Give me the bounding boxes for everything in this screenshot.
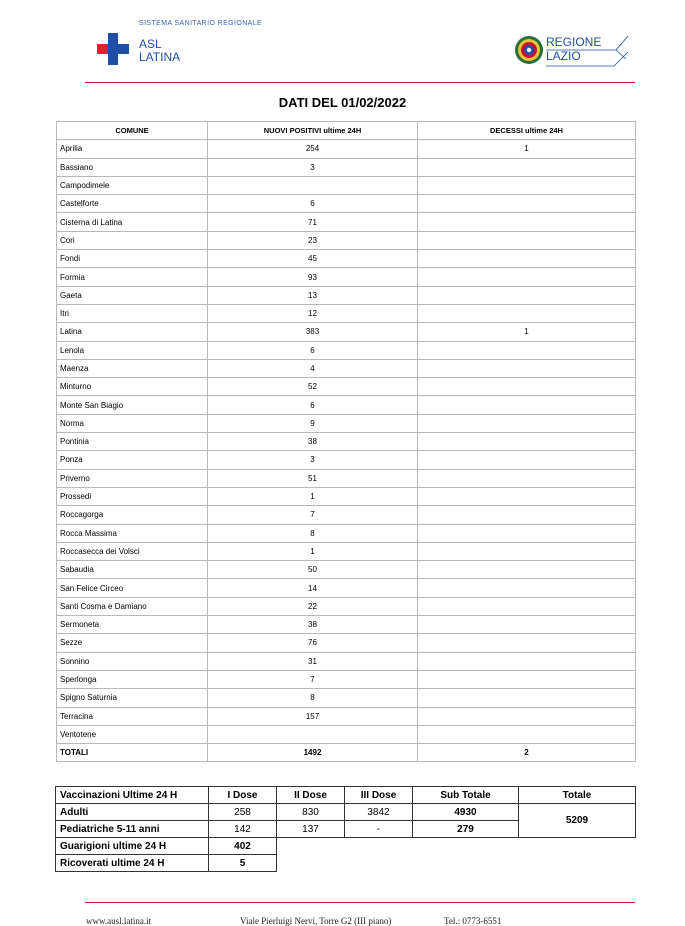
decessi-cell [418, 451, 636, 469]
table-row [57, 597, 636, 615]
table-row [57, 195, 636, 213]
decessi-cell [418, 634, 636, 652]
comune-cell: Aprilia [57, 140, 208, 158]
decessi-cell: 1 [418, 140, 636, 158]
vacc-pediatriche-dose2: 137 [277, 821, 345, 838]
table-row [57, 542, 636, 560]
footer-divider [85, 902, 635, 903]
vacc-row-guarigioni [56, 838, 636, 855]
vacc-header-subtotale: Sub Totale [413, 787, 519, 804]
decessi-cell [418, 359, 636, 377]
table-row [57, 670, 636, 688]
nuovi-positivi-cell: 6 [208, 341, 418, 359]
comune-cell: San Felice Circeo [57, 579, 208, 597]
decessi-cell [418, 561, 636, 579]
table-row [57, 689, 636, 707]
vacc-adulti-dose2: 830 [277, 804, 345, 821]
comune-cell: Minturno [57, 378, 208, 396]
comune-cell: Ventotene [57, 725, 208, 743]
vaccination-table [55, 786, 636, 872]
decessi-cell [418, 506, 636, 524]
nuovi-positivi-cell: 3 [208, 451, 418, 469]
comune-cell: Cisterna di Latina [57, 213, 208, 231]
comune-cell: Latina [57, 323, 208, 341]
asl-name-line2: LATINA [139, 50, 181, 64]
vacc-header-label: Vaccinazioni Ultime 24 H [56, 787, 209, 804]
footer-phone: Tel.: 0773-6551 [444, 916, 502, 926]
vacc-row-adulti [56, 804, 636, 821]
table-row [57, 359, 636, 377]
decessi-cell [418, 689, 636, 707]
totals-label: TOTALI [57, 744, 208, 762]
comune-cell: Sabaudia [57, 561, 208, 579]
nuovi-positivi-cell: 8 [208, 689, 418, 707]
table-row [57, 176, 636, 194]
comune-cell: Lenola [57, 341, 208, 359]
comune-cell: Fondi [57, 250, 208, 268]
comune-cell: Roccagorga [57, 506, 208, 524]
nuovi-positivi-cell: 1 [208, 542, 418, 560]
decessi-cell [418, 378, 636, 396]
nuovi-positivi-cell: 9 [208, 414, 418, 432]
comune-cell: Bassiano [57, 158, 208, 176]
ricoverati-label: Ricoverati ultime 24 H [56, 855, 209, 872]
table-row [57, 634, 636, 652]
table-row [57, 707, 636, 725]
table-row [57, 250, 636, 268]
nuovi-positivi-cell: 14 [208, 579, 418, 597]
comune-cell: Gaeta [57, 286, 208, 304]
nuovi-positivi-cell: 22 [208, 597, 418, 615]
table-row [57, 396, 636, 414]
comuni-table [56, 121, 636, 762]
table-row [57, 268, 636, 286]
page-header [0, 0, 685, 84]
lazio-name [546, 35, 601, 63]
asl-name-line1: ASL [139, 37, 162, 51]
table-row [57, 652, 636, 670]
decessi-cell [418, 469, 636, 487]
nuovi-positivi-cell: 45 [208, 250, 418, 268]
vacc-adulti-subtotale: 4930 [413, 804, 519, 821]
decessi-cell [418, 707, 636, 725]
nuovi-positivi-cell: 52 [208, 378, 418, 396]
nuovi-positivi-cell: 50 [208, 561, 418, 579]
vacc-header-dose2: II Dose [277, 787, 345, 804]
table-header-row [57, 122, 636, 140]
decessi-cell [418, 304, 636, 322]
comune-cell: Priverno [57, 469, 208, 487]
footer-address: Viale Pierluigi Nervi, Torre G2 (III piano) [240, 916, 392, 926]
decessi-cell [418, 213, 636, 231]
asl-name [139, 38, 180, 64]
comune-cell: Roccasecca dei Volsci [57, 542, 208, 560]
table-row [57, 231, 636, 249]
comune-cell: Pontinia [57, 433, 208, 451]
nuovi-positivi-cell [208, 725, 418, 743]
lazio-line1: REGIONE [546, 35, 602, 49]
totals-decessi: 2 [418, 744, 636, 762]
nuovi-positivi-cell: 13 [208, 286, 418, 304]
guarigioni-label: Guarigioni ultime 24 H [56, 838, 209, 855]
nuovi-positivi-cell: 71 [208, 213, 418, 231]
nuovi-positivi-cell: 6 [208, 195, 418, 213]
comune-cell: Norma [57, 414, 208, 432]
vacc-header-totale: Totale [519, 787, 636, 804]
header-nuovi-positivi: NUOVI POSITIVI ultime 24H [208, 122, 418, 140]
decessi-cell [418, 524, 636, 542]
table-row [57, 506, 636, 524]
decessi-cell [418, 487, 636, 505]
asl-subtitle: SISTEMA SANITARIO REGIONALE [139, 20, 263, 27]
comune-cell: Campodimele [57, 176, 208, 194]
nuovi-positivi-cell [208, 176, 418, 194]
vacc-row-ricoverati [56, 855, 636, 872]
table-row [57, 213, 636, 231]
vacc-pediatriche-label: Pediatriche 5-11 anni [56, 821, 209, 838]
nuovi-positivi-cell: 254 [208, 140, 418, 158]
table-row [57, 524, 636, 542]
decessi-cell [418, 652, 636, 670]
vacc-header-dose3: III Dose [345, 787, 413, 804]
vacc-adulti-label: Adulti [56, 804, 209, 821]
decessi-cell [418, 597, 636, 615]
decessi-cell [418, 542, 636, 560]
lazio-line2: LAZIO [546, 49, 581, 63]
vacc-pediatriche-subtotale: 279 [413, 821, 519, 838]
table-row [57, 616, 636, 634]
comune-cell: Monte San Biagio [57, 396, 208, 414]
nuovi-positivi-cell: 157 [208, 707, 418, 725]
decessi-cell [418, 341, 636, 359]
nuovi-positivi-cell: 38 [208, 433, 418, 451]
table-row [57, 561, 636, 579]
nuovi-positivi-cell: 31 [208, 652, 418, 670]
vacc-header-row [56, 787, 636, 804]
footer-website: www.ausl.latina.it [86, 916, 152, 926]
vacc-adulti-dose3: 3842 [345, 804, 413, 821]
ricoverati-value: 5 [209, 855, 277, 872]
nuovi-positivi-cell: 6 [208, 396, 418, 414]
comune-cell: Cori [57, 231, 208, 249]
nuovi-positivi-cell: 76 [208, 634, 418, 652]
nuovi-positivi-cell: 3 [208, 158, 418, 176]
comune-cell: Terracina [57, 707, 208, 725]
comune-cell: Prossedi [57, 487, 208, 505]
nuovi-positivi-cell: 12 [208, 304, 418, 322]
decessi-cell [418, 158, 636, 176]
vacc-pediatriche-dose3: - [345, 821, 413, 838]
decessi-cell [418, 414, 636, 432]
comune-cell: Santi Cosma e Damiano [57, 597, 208, 615]
vacc-pediatriche-dose1: 142 [209, 821, 277, 838]
comune-cell: Sperlonga [57, 670, 208, 688]
table-row [57, 433, 636, 451]
comune-cell: Sermoneta [57, 616, 208, 634]
table-row [57, 469, 636, 487]
decessi-cell [418, 250, 636, 268]
decessi-cell [418, 195, 636, 213]
nuovi-positivi-cell: 7 [208, 506, 418, 524]
vacc-totale: 5209 [519, 804, 636, 838]
comune-cell: Ponza [57, 451, 208, 469]
table-row [57, 414, 636, 432]
header-comune: COMUNE [57, 122, 208, 140]
table-row [57, 323, 636, 341]
header-divider [85, 82, 635, 83]
nuovi-positivi-cell: 51 [208, 469, 418, 487]
table-row [57, 579, 636, 597]
comune-cell: Sonnino [57, 652, 208, 670]
nuovi-positivi-cell: 383 [208, 323, 418, 341]
table-row [57, 286, 636, 304]
guarigioni-value: 402 [209, 838, 277, 855]
decessi-cell: 1 [418, 323, 636, 341]
decessi-cell [418, 616, 636, 634]
decessi-cell [418, 396, 636, 414]
nuovi-positivi-cell: 4 [208, 359, 418, 377]
decessi-cell [418, 670, 636, 688]
table-row [57, 158, 636, 176]
nuovi-positivi-cell: 7 [208, 670, 418, 688]
decessi-cell [418, 231, 636, 249]
comune-cell: Castelforte [57, 195, 208, 213]
comune-cell: Spigno Saturnia [57, 689, 208, 707]
table-row [57, 487, 636, 505]
table-row [57, 725, 636, 743]
comune-cell: Rocca Massima [57, 524, 208, 542]
nuovi-positivi-cell: 23 [208, 231, 418, 249]
table-row [57, 341, 636, 359]
nuovi-positivi-cell: 1 [208, 487, 418, 505]
nuovi-positivi-cell: 38 [208, 616, 418, 634]
decessi-cell [418, 725, 636, 743]
comune-cell: Sezze [57, 634, 208, 652]
header-decessi: DECESSI ultime 24H [418, 122, 636, 140]
nuovi-positivi-cell: 93 [208, 268, 418, 286]
table-row [57, 140, 636, 158]
totals-row [57, 744, 636, 762]
decessi-cell [418, 286, 636, 304]
table-row [57, 451, 636, 469]
decessi-cell [418, 579, 636, 597]
decessi-cell [418, 433, 636, 451]
comune-cell: Maenza [57, 359, 208, 377]
table-row [57, 378, 636, 396]
vacc-header-dose1: I Dose [209, 787, 277, 804]
lazio-emblem-icon [514, 34, 544, 66]
regione-lazio-logo [514, 33, 634, 67]
table-row [57, 304, 636, 322]
medical-cross-icon [97, 33, 129, 65]
asl-latina-logo [97, 20, 263, 70]
nuovi-positivi-cell: 8 [208, 524, 418, 542]
vacc-adulti-dose1: 258 [209, 804, 277, 821]
comune-cell: Itri [57, 304, 208, 322]
totals-nuovi-positivi: 1492 [208, 744, 418, 762]
decessi-cell [418, 268, 636, 286]
page-title: DATI DEL 01/02/2022 [278, 95, 407, 110]
decessi-cell [418, 176, 636, 194]
comune-cell: Formia [57, 268, 208, 286]
